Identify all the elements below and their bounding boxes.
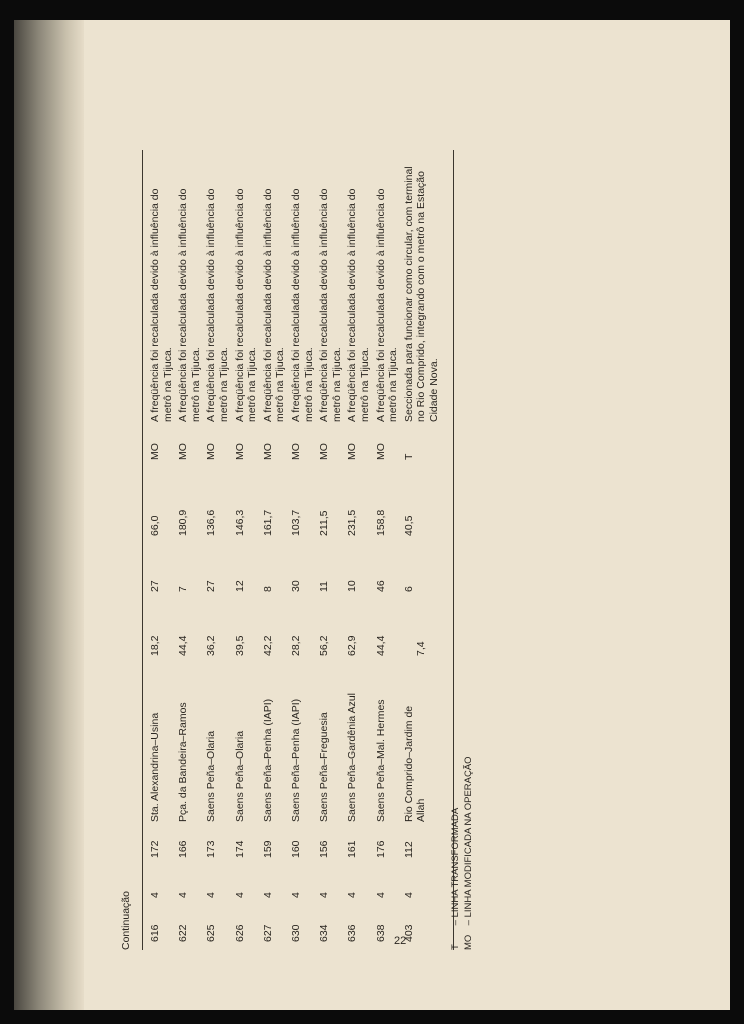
extension-value: 62,9 (346, 635, 359, 656)
frequency-value: 161,7 (261, 509, 274, 536)
area-number: 4 (233, 892, 246, 898)
fleet-value: 10 (346, 580, 359, 592)
line-number: 616 (149, 924, 161, 942)
area-number: 4 (374, 892, 387, 898)
page-number: 22 (394, 935, 407, 947)
change-note: A freqüência foi recalculada devido à influência do metrô na Tijuca. (261, 188, 287, 422)
area-number: 4 (402, 892, 415, 898)
extension-value: 56,2 (318, 635, 331, 656)
route-code: 159 (261, 840, 274, 858)
extension-value: 7,4 (414, 641, 427, 656)
change-note: Seccionada para funcionar como circular, com terminal no Rio Comprido, integrando com o metrô na Estação Cidade Nova. (402, 166, 440, 422)
continuation-label: Continuação (120, 891, 132, 950)
table-row (171, 150, 202, 950)
extension-value: 28,2 (289, 635, 302, 656)
route-name: Saens Peña–Penha (IAPI) (261, 698, 274, 822)
route-name: Saens Peña–Penha (IAPI) (289, 698, 302, 822)
route-code: 112 (402, 841, 415, 858)
change-type: MO (233, 443, 246, 460)
table-row (340, 150, 371, 950)
route-code: 166 (177, 840, 190, 858)
frequency-value: 136,6 (205, 509, 218, 536)
route-code: 174 (233, 840, 246, 858)
route-code: 176 (374, 840, 387, 858)
legend-item (450, 756, 463, 950)
extension-value: 42,2 (261, 635, 274, 656)
line-number: 636 (346, 924, 359, 942)
route-code: 160 (289, 840, 302, 858)
change-note: A freqüência foi recalculada devido à influência do metrô na Tijuca. (205, 188, 230, 422)
change-note: A freqüência foi recalculada devido à influência do metrô na Tijuca. (149, 188, 174, 422)
change-note: A freqüência foi recalculada devido à influência do metrô na Tijuca. (346, 188, 371, 422)
extension-value: 44,4 (177, 635, 190, 656)
rotated-table-content (120, 150, 510, 950)
route-code: 156 (318, 840, 331, 858)
area-number: 4 (261, 892, 274, 898)
line-number: 630 (289, 924, 302, 942)
fleet-value: 6 (402, 586, 415, 592)
frequency-value: 158,8 (374, 509, 387, 536)
route-code: 161 (346, 840, 359, 858)
fleet-value: 12 (233, 580, 246, 592)
table-row (369, 150, 400, 950)
line-number: 626 (233, 924, 246, 942)
legend-item (463, 756, 476, 950)
extension-value: 44,4 (374, 635, 387, 656)
table-row (143, 150, 174, 950)
change-note: A freqüência foi recalculada devido à influência do metrô na Tijuca. (289, 188, 315, 422)
frequency-value: 231,5 (346, 509, 359, 536)
table-row (256, 150, 287, 950)
route-name: Saens Peña–Gardênia Azul (346, 692, 359, 822)
route-name: Saens Peña–Freguesia (318, 712, 331, 822)
change-type: T (402, 453, 415, 460)
fleet-value: 30 (289, 580, 302, 592)
table-row (397, 150, 447, 950)
table-row (228, 150, 259, 950)
route-name: Saens Peña–Olaria (205, 730, 218, 822)
route-name: Saens Peña–Olaria (233, 730, 246, 822)
change-note: A freqüência foi recalculada devido à influência do metrô na Tijuca. (177, 188, 202, 422)
change-note: A freqüência foi recalculada devido à influência do metrô na Tijuca. (374, 188, 400, 422)
fleet-value: 11 (318, 581, 331, 592)
legend-text: – LINHA MODIFICADA NA OPERAÇÃO (462, 756, 474, 926)
extension-value: 36,2 (205, 635, 218, 656)
route-name: Sta. Alexandrina–Usina (149, 712, 161, 822)
line-number: 622 (177, 924, 190, 942)
area-number: 4 (205, 892, 218, 898)
table-row (199, 150, 230, 950)
legend-code: T (450, 944, 461, 950)
frequency-value: 211,5 (318, 510, 331, 536)
area-number: 4 (177, 892, 190, 898)
change-type: MO (177, 443, 190, 460)
area-number: 4 (318, 892, 331, 898)
change-type: MO (261, 443, 274, 460)
frequency-value: 146,3 (233, 509, 246, 536)
route-name: Pça. da Bandeira–Ramos (177, 702, 190, 822)
area-number: 4 (346, 892, 359, 898)
area-number: 4 (149, 892, 161, 898)
change-type: MO (374, 443, 387, 460)
line-number: 638 (374, 924, 387, 942)
legend (450, 756, 475, 950)
fleet-value: 7 (177, 586, 190, 592)
table-row (312, 150, 343, 950)
frequency-value: 103,7 (289, 509, 302, 536)
change-type: MO (318, 443, 331, 460)
line-number: 627 (261, 924, 274, 942)
legend-code: MO (462, 934, 474, 950)
line-number: 403 (402, 924, 415, 942)
fleet-value: 8 (261, 586, 274, 592)
route-code: 172 (149, 840, 161, 858)
area-number: 4 (289, 892, 302, 898)
change-note: A freqüência foi recalculada devido à influência do metrô na Tijuca. (233, 188, 259, 422)
extension-value: 39,5 (233, 635, 246, 656)
change-type: MO (149, 443, 161, 460)
frequency-value: 40,5 (402, 515, 415, 536)
frequency-value: 180,9 (177, 509, 190, 536)
fleet-value: 27 (205, 580, 218, 592)
book-page (14, 20, 730, 1010)
table-row (284, 150, 315, 950)
route-name: Rio Comprido–Jardim de Allah (402, 705, 428, 822)
change-type: MO (289, 443, 302, 460)
fleet-value: 27 (149, 580, 161, 592)
change-type: MO (205, 443, 218, 460)
fleet-value: 46 (374, 580, 387, 592)
frequency-value: 66,0 (149, 515, 161, 536)
change-type: MO (346, 443, 359, 460)
route-code: 173 (205, 840, 218, 858)
line-number: 625 (205, 924, 218, 942)
extension-value: 18,2 (149, 635, 161, 656)
change-note: A freqüência foi recalculada devido à influência do metrô na Tijuca. (318, 188, 343, 422)
routes-table (142, 150, 454, 950)
route-name: Saens Peña–Mal. Hermes (374, 699, 387, 822)
line-number: 634 (318, 924, 331, 942)
legend-text: – LINHA TRANSFORMADA (450, 807, 461, 926)
